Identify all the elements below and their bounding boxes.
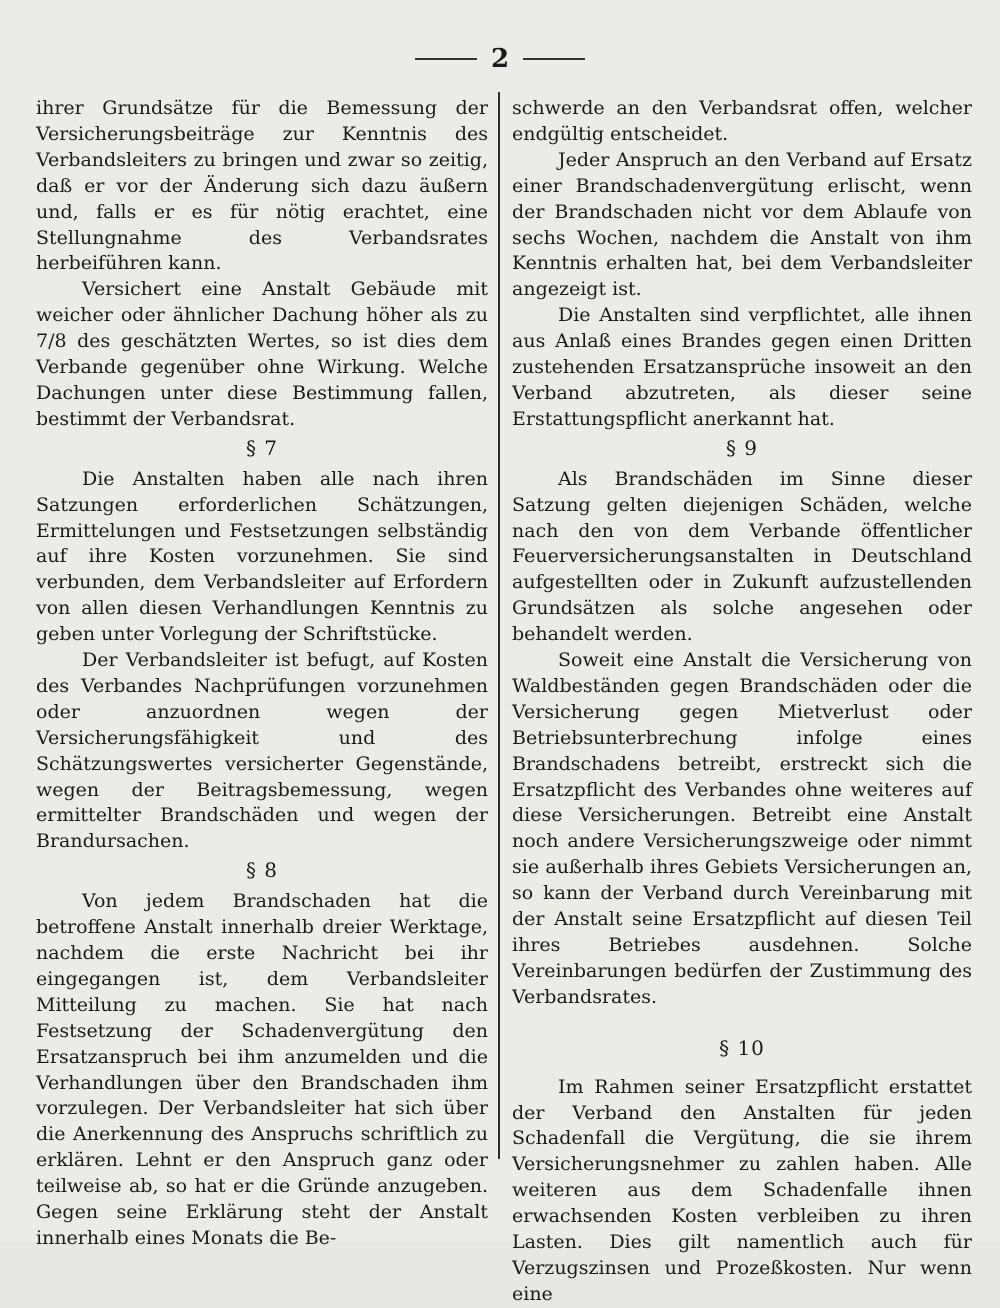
- header-rule-left: [415, 58, 477, 60]
- right-column: [512, 96, 972, 1305]
- paragraph: Der Verbandsleiter ist befugt, auf Kosten des Verbandes Nachprüfungen vorzunehmen oder anzuordnen wegen der Versicherungsfähigkeit und des Schätzungswertes versicherter Gegenstände, wegen der Beitragsbemessung, wegen ermittelter Brandschäden und wegen der Brandursachen.: [36, 649, 488, 853]
- paragraph: Von jedem Brandschaden hat die betroffene Anstalt innerhalb dreier Werktage, nachdem die erste Nachricht bei ihr eingegangen ist, dem Verbandsleiter Mitteilung zu machen. Sie hat nach Festsetzung der Schadenvergütung den Ersatzanspruch bei ihm anzumelden und die Verhandlungen über den Brandschaden ihm vorzulegen. Der Verbandsleiter hat sich über die Anerkennung des Anspruchs schriftlich zu erklären. Lehnt er den Anspruch ganz oder teilweise ab, so hat er die Gründe anzugeben. Gegen seine Erklärung steht der Anstalt innerhalb eines Monats die Be-: [36, 890, 488, 1249]
- paragraph: Im Rahmen seiner Ersatzpflicht erstattet der Verband den Anstalten für jeden Schadenfall die Vergütung, die sie ihrem Versicherungsnehmer zu zahlen haben. Alle weiteren aus dem Schadenfalle ihnen erwachsenden Kosten verbleiben zu ihren Lasten. Dies gilt namentlich auch für Verzugszinsen und Prozeßkosten. Nur wenn eine: [512, 1075, 972, 1305]
- paragraph: schwerde an den Verbandsrat offen, welcher endgültig entscheidet.: [512, 97, 972, 145]
- paragraph: Die Anstalten haben alle nach ihren Satzungen erforderlichen Schätzungen, Ermittelungen und Festsetzungen selbständig auf ihre Kosten vorzunehmen. Sie sind verbunden, dem Verbandsleiter auf Erfordern von allen diesen Verhandlungen Kenntnis zu geben unter Vorlegung der Schriftstücke.: [36, 467, 488, 646]
- left-column: [36, 96, 488, 1249]
- section-heading-8: § 8: [245, 858, 279, 883]
- paragraph: Jeder Anspruch an den Verband auf Ersatz einer Brandschadenvergütung erlischt, wenn der Brandschaden nicht vor dem Ablaufe von sechs Wochen, nachdem die Anstalt von ihm Kenntnis erhalten hat, bei dem Verbandsleiter angezeigt ist.: [512, 148, 972, 301]
- spacer: [512, 1067, 972, 1075]
- spacer: [512, 1011, 972, 1033]
- paragraph: Als Brandschäden im Sinne dieser Satzung gelten diejenigen Schäden, welche nach den von dem Verbande öffentlicher Feuerversicherungsanstalten in Deutschland aufgestellten oder in Zukunft aufzustellenden Grundsätzen als solche angesehen oder behandelt werden.: [512, 467, 972, 646]
- column-divider: [498, 92, 500, 1159]
- page-header: [0, 42, 1000, 76]
- paragraph: ihrer Grundsätze für die Bemessung der Versicherungsbeiträge zur Kenntnis des Verbandsleiters zu bringen und zwar so zeitig, daß er vor der Änderung sich dazu äußern und, falls er es für nötig erachtet, eine Stellungnahme des Verbandsrates herbeiführen kann.: [36, 97, 488, 275]
- paragraph: Versichert eine Anstalt Gebäude mit weicher oder ähnlicher Dachung höher als zu 7/8 des geschätzten Wertes, so ist dies dem Verbande gegenüber ohne Wirkung. Welche Dachungen unter diese Bestimmung fallen, bestimmt der Verbandsrat.: [36, 278, 488, 430]
- section-heading-7: § 7: [245, 435, 279, 460]
- paragraph: Die Anstalten sind verpflichtet, alle ihnen aus Anlaß eines Brandes gegen einen Dritten zustehenden Ersatzansprüche insoweit an den Verband abzutreten, als dieser seine Erstattungspflicht anerkannt hat.: [512, 304, 972, 430]
- section-heading-9: § 9: [725, 435, 759, 460]
- section-heading-10: § 10: [719, 1035, 765, 1060]
- paragraph: Soweit eine Anstalt die Versicherung von Waldbeständen gegen Brandschäden oder die Versicherung gegen Mietverlust oder Betriebsunterbrechung infolge eines Brandschadens betreibt, erstreckt sich die Ersatzpflicht des Verbandes ohne weiteres auf diese Versicherungen. Betreibt eine Anstalt noch andere Versicherungszweige oder nimmt sie außerhalb ihres Gebiets Versicherungen an, so kann der Verband durch Vereinbarung mit der Anstalt seine Ersatzpflicht auf diesen Teil ihres Betriebes ausdehnen. Solche Vereinbarungen bedürfen der Zustimmung des Verbandsrates.: [512, 649, 972, 1008]
- page-number: 2: [490, 44, 510, 74]
- header-rule-right: [523, 58, 585, 60]
